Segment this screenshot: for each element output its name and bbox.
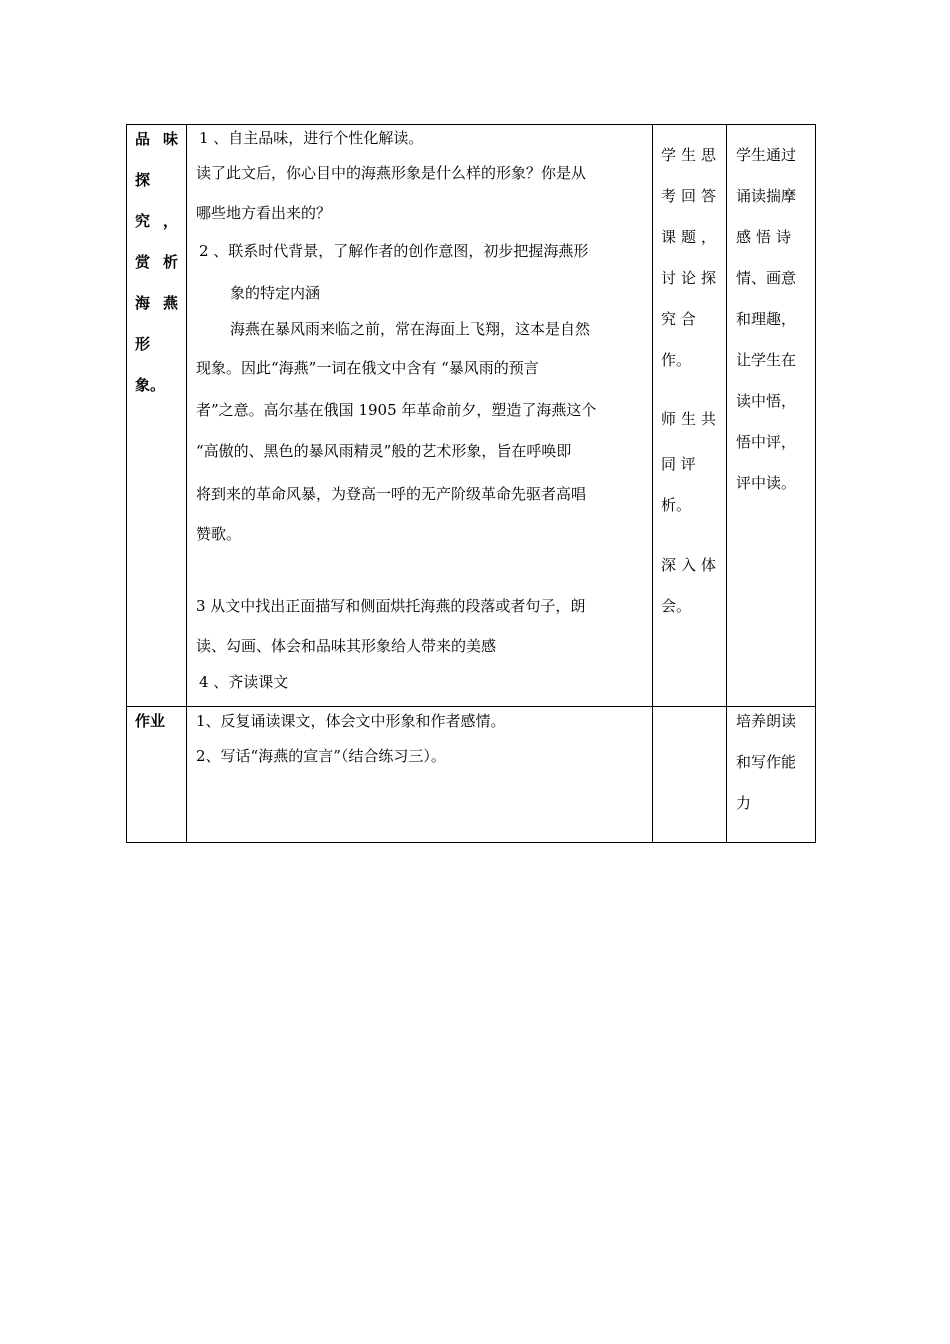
item-2-heading: 2 、联系时代背景，了解作者的创作意图，初步把握海燕形 — [199, 242, 589, 260]
design-intent-line: 悟中评， — [736, 433, 797, 451]
design-intent-line: 读中悟， — [736, 392, 797, 410]
table-column-divider — [726, 124, 727, 843]
table-column-divider — [652, 124, 653, 843]
table-border-top — [126, 124, 816, 125]
item-1-question: 读了此文后，你心目中的海燕形象是什么样的形象？你是从 — [196, 164, 587, 182]
table-row-divider — [126, 706, 816, 707]
stage-char: 燕 — [163, 294, 179, 312]
design-intent-line: 诵读揣摩 — [736, 187, 797, 205]
stage-char: 探 — [135, 171, 151, 189]
stage-char: 海 — [135, 294, 151, 312]
background-paragraph: 现象。因此“海燕”一词在俄文中含有 “暴风雨的预言 — [196, 359, 539, 377]
stage-char: 味 — [163, 130, 179, 148]
table-column-divider — [186, 124, 187, 843]
stage-label-homework: 作业 — [135, 712, 166, 730]
design-intent-line: 培养朗读 — [736, 712, 797, 730]
item-1-heading: 1 、自主品味，进行个性化解读。 — [199, 129, 424, 147]
table-border-right — [815, 124, 816, 843]
student-activity-line: 析。 — [661, 496, 692, 514]
background-paragraph: 赞歌。 — [196, 525, 242, 543]
stage-char: 形 — [135, 335, 151, 353]
stage-char: 究 — [135, 212, 151, 230]
stage-char: ， — [163, 212, 179, 230]
student-activity-line: 课题， — [661, 228, 722, 246]
student-activity-line: 考回答 — [661, 187, 722, 205]
item-1-question: 哪些地方看出来的？ — [196, 204, 332, 222]
design-intent-line: 力 — [736, 794, 752, 812]
student-activity-line: 会。 — [661, 597, 692, 615]
design-intent-line: 评中读。 — [736, 474, 797, 492]
background-paragraph: “高傲的、黑色的暴风雨精灵”般的艺术形象，旨在呼唤即 — [196, 442, 572, 460]
design-intent-line: 感悟诗 — [736, 228, 797, 246]
table-border-bottom — [126, 842, 816, 843]
homework-item: 2、写话“海燕的宣言”（结合练习三）。 — [196, 747, 446, 765]
student-activity-line: 讨论探 — [661, 269, 722, 287]
stage-char: 象。 — [135, 376, 166, 394]
item-2-heading: 象的特定内涵 — [230, 284, 321, 302]
stage-char: 赏 — [135, 253, 151, 271]
student-activity-line: 师生共 — [661, 410, 722, 428]
design-intent-line: 学生通过 — [736, 146, 797, 164]
student-activity-line: 作。 — [661, 351, 692, 369]
design-intent-line: 让学生在 — [736, 351, 797, 369]
student-activity-line: 深入体 — [661, 556, 722, 574]
student-activity-line: 究 合 — [661, 310, 696, 328]
homework-item: 1、反复诵读课文，体会文中形象和作者感情。 — [196, 712, 506, 730]
item-4-text: 4 、齐读课文 — [199, 673, 289, 691]
background-paragraph: 将到来的革命风暴，为登高一呼的无产阶级革命先驱者高唱 — [196, 485, 587, 503]
design-intent-line: 情、画意 — [736, 269, 797, 287]
background-paragraph: 者”之意。高尔基在俄国 1905 年革命前夕，塑造了海燕这个 — [196, 401, 597, 419]
student-activity-line: 学生思 — [661, 146, 722, 164]
background-paragraph: 海燕在暴风雨来临之前，常在海面上飞翔，这本是自然 — [230, 320, 591, 338]
item-3-text: 读、勾画、体会和品味其形象给人带来的美感 — [196, 637, 497, 655]
design-intent-line: 和理趣， — [736, 310, 797, 328]
stage-char: 品 — [135, 130, 151, 148]
design-intent-line: 和写作能 — [736, 753, 797, 771]
student-activity-line: 同 评 — [661, 455, 696, 473]
table-border-left — [126, 124, 127, 843]
item-3-text: 3 从文中找出正面描写和侧面烘托海燕的段落或者句子，朗 — [196, 597, 586, 615]
stage-char: 析 — [163, 253, 179, 271]
